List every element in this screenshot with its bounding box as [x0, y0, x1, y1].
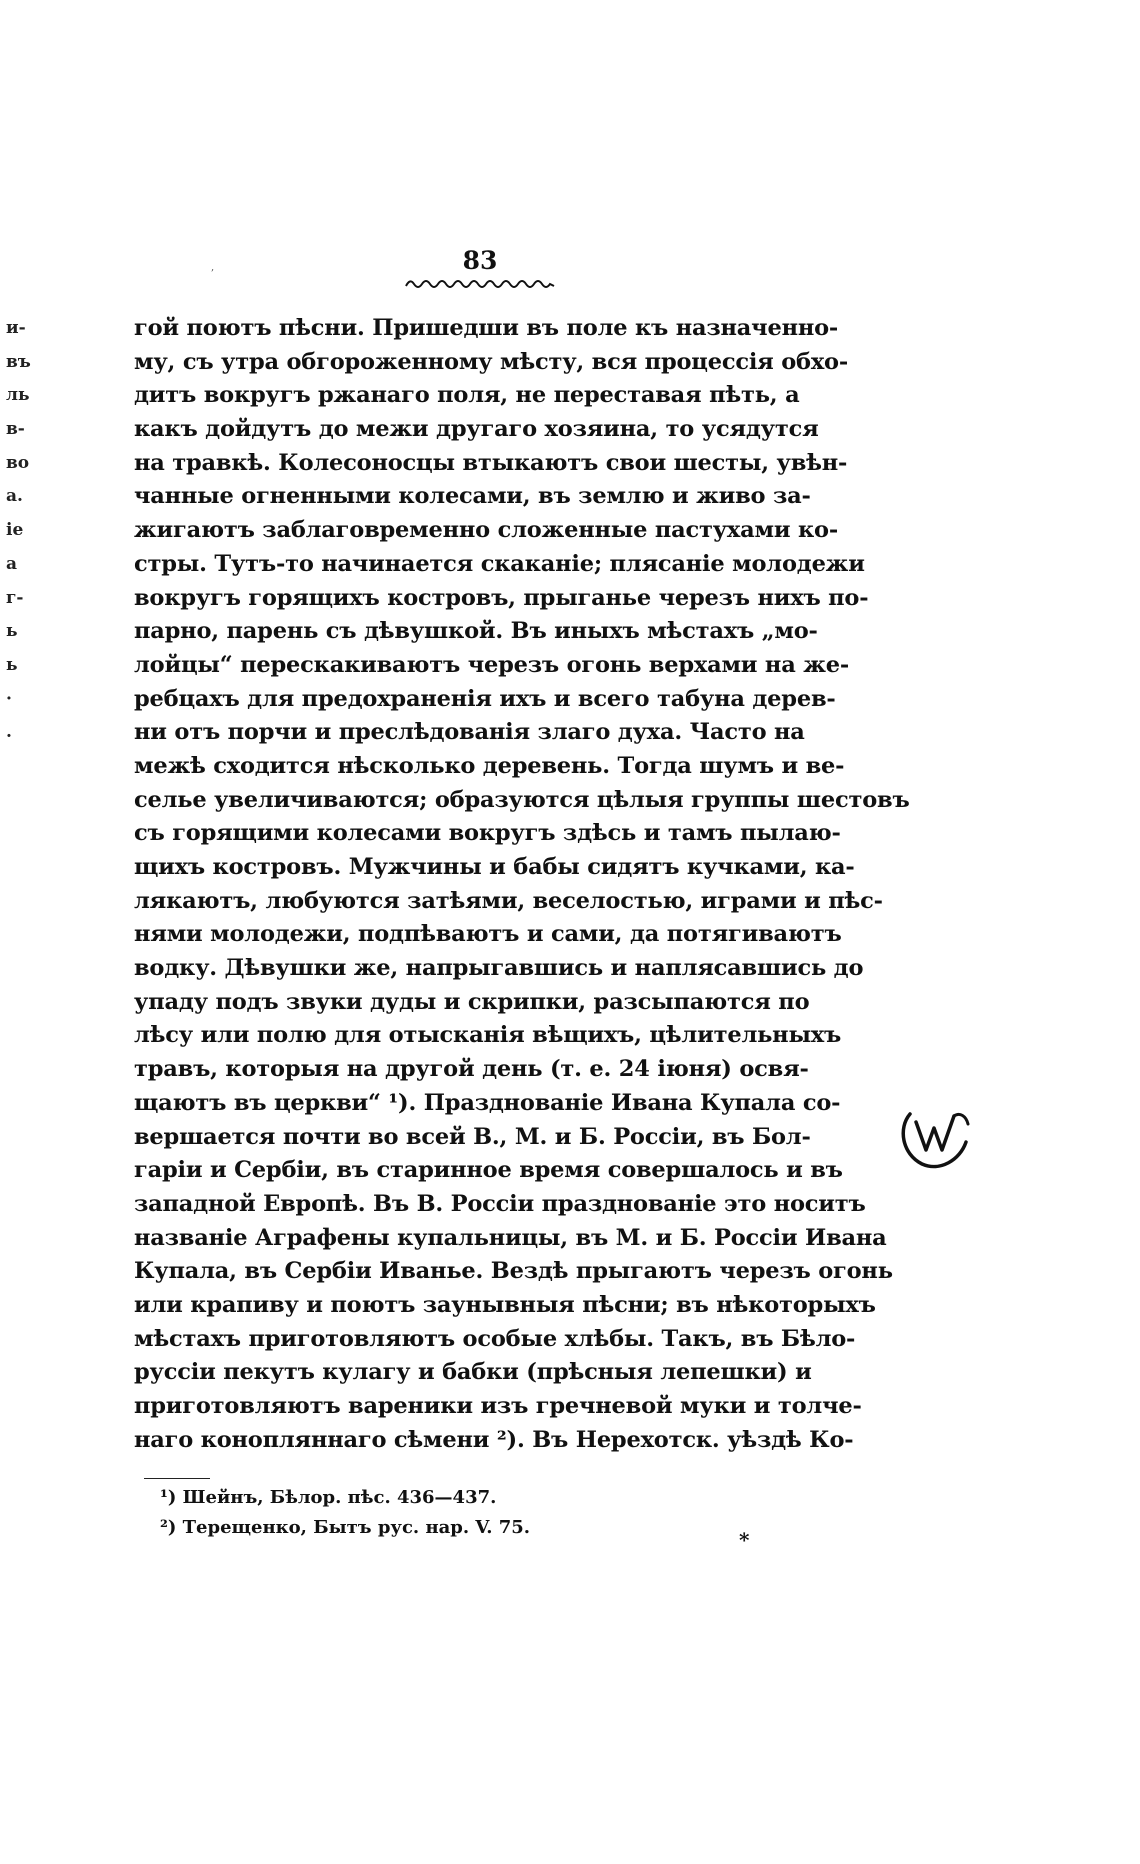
margin-fragment: ·: [6, 688, 12, 709]
text-line: какъ дойдутъ до межи другаго хозяина, то усядутся: [134, 416, 819, 443]
margin-fragment: ь: [6, 621, 18, 642]
margin-fragment: во: [6, 452, 30, 473]
text-line: дитъ вокругъ ржанаго поля, не переставая пѣть, а: [134, 382, 800, 409]
text-line: западной Европѣ. Въ В. Россіи празднованіе это носитъ: [134, 1190, 866, 1217]
page-number: 83: [462, 246, 498, 275]
text-line: межѣ сходится нѣсколько деревень. Тогда шумъ и ве-: [134, 752, 845, 779]
text-line: Купала, въ Сербіи Иванье. Вездѣ прыгаютъ черезъ огонь: [134, 1258, 893, 1285]
margin-fragment: в-: [6, 419, 25, 440]
text-line: жигаютъ заблаговременно сложенные пастухами ко-: [134, 517, 838, 544]
text-line: чанные огненными колесами, въ землю и живо за-: [134, 483, 811, 510]
text-line: водку. Дѣвушки же, напрыгавшись и наплясавшись до: [134, 955, 864, 982]
text-line: гой поютъ пѣсни. Пришедши въ поле къ назначенно-: [134, 315, 839, 341]
wavy-ornament: [404, 276, 556, 290]
text-line: руссіи пекутъ кулагу и бабки (прѣсныя лепешки) и: [134, 1359, 812, 1386]
footnotes: [160, 1483, 760, 1543]
text-line: вокругъ горящихъ костровъ, прыганье черезъ нихъ по-: [134, 584, 869, 611]
text-line: лойцы“ перескакиваютъ черезъ огонь верхами на же-: [134, 651, 849, 678]
text-line: стры. Тутъ-то начинается скаканіе; плясаніе молодежи: [134, 550, 865, 577]
left-margin-fragments: [6, 312, 36, 750]
text-line: упаду подъ звуки дуды и скрипки, разсыпаются по: [134, 988, 810, 1015]
text-line: щихъ костровъ. Мужчины и бабы сидятъ кучками, ка-: [134, 854, 855, 880]
text-line: лякаютъ, любуются затѣями, веселостью, играми и пѣс-: [134, 887, 883, 914]
margin-fragment: г-: [6, 587, 24, 608]
text-line: му, съ утра обгороженному мѣсту, вся процессія обхо-: [134, 348, 848, 375]
text-line: нями молодежи, подпѣваютъ и сами, да потягиваютъ: [134, 921, 842, 948]
text-line: ребцахъ для предохраненія ихъ и всего табуна дерев-: [134, 685, 836, 712]
text-line: лѣсу или полю для отысканія вѣщихъ, цѣлительныхъ: [134, 1022, 842, 1049]
text-line: наго конопляннаго сѣмени ²). Въ Нерехотск. уѣздѣ Ко-: [134, 1426, 854, 1453]
text-line: мѣстахъ приготовляютъ особые хлѣбы. Такъ, въ Бѣло-: [134, 1325, 856, 1352]
library-stamp: [896, 1104, 972, 1174]
margin-fragment: ль: [6, 385, 30, 406]
footnote-rule: [144, 1478, 210, 1479]
dust-speck: ,: [211, 262, 215, 273]
text-line: гаріи и Сербіи, въ старинное время совершалось и въ: [134, 1157, 843, 1184]
text-line: приготовляютъ вареники изъ гречневой муки и толче-: [134, 1393, 862, 1419]
text-line: съ горящими колесами вокругъ здѣсь и тамъ пылаю-: [134, 820, 841, 847]
text-line: травъ, которыя на другой день (т. е. 24 іюня) освя-: [134, 1056, 809, 1083]
text-line: названіе Аграфены купальницы, въ М. и Б. Россіи Ивана: [134, 1224, 887, 1251]
text-line: селье увеличиваются; образуются цѣлыя группы шестовъ: [134, 786, 910, 813]
asterisk-mark: *: [739, 1528, 750, 1552]
margin-fragment: .: [6, 722, 12, 743]
text-line: вершается почти во всей В., М. и Б. Россіи, въ Бол-: [134, 1123, 811, 1150]
footnote: ¹) Шейнъ, Бѣлор. пѣс. 436—437.: [160, 1487, 497, 1508]
margin-fragment: а: [6, 553, 18, 574]
margin-fragment: и-: [6, 318, 26, 338]
text-line: парно, парень съ дѣвушкой. Въ иныхъ мѣстахъ „мо-: [134, 618, 818, 645]
margin-fragment: ь: [6, 654, 18, 675]
margin-fragment: а.: [6, 486, 23, 507]
margin-fragment: въ: [6, 351, 31, 372]
text-line: щаютъ въ церкви“ ¹). Празднованіе Ивана Купала со-: [134, 1089, 841, 1116]
footnote: ²) Терещенко, Бытъ рус. нар. V. 75.: [160, 1517, 531, 1538]
text-line: ни отъ порчи и преслѣдованія злаго духа. Часто на: [134, 719, 805, 746]
margin-fragment: ie: [6, 520, 24, 541]
body-text: [134, 312, 910, 1457]
text-line: или крапиву и поютъ заунывныя пѣсни; въ нѣкоторыхъ: [134, 1291, 876, 1318]
text-line: на травкѣ. Колесоносцы втыкаютъ свои шесты, увѣн-: [134, 449, 848, 476]
